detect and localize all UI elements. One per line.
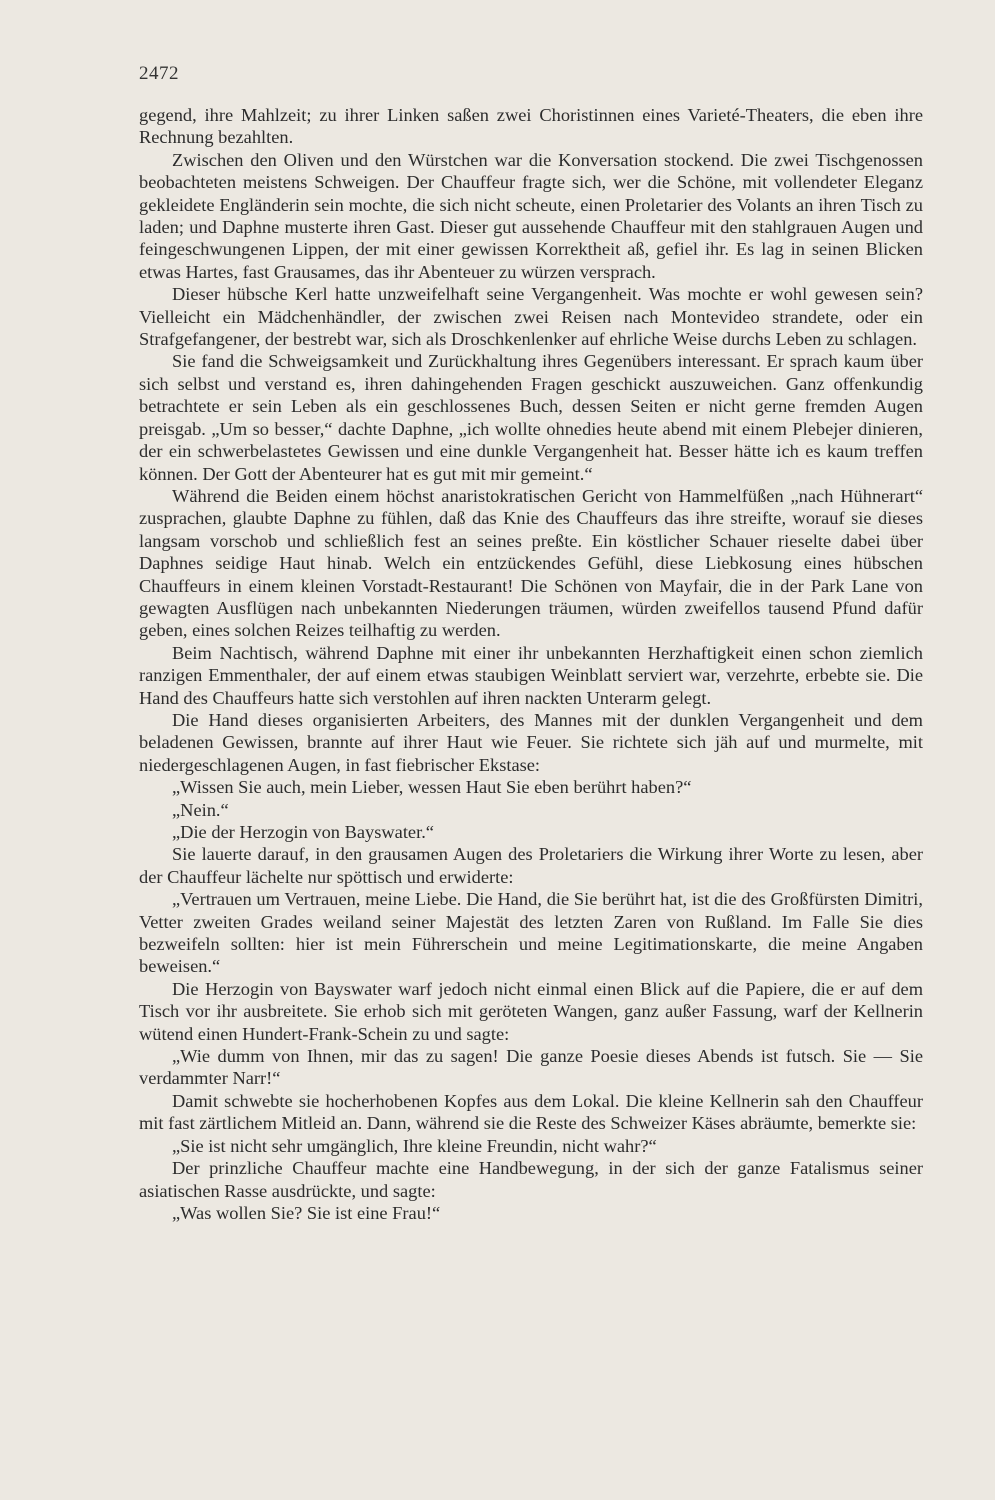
page-number: 2472 <box>139 63 179 84</box>
dialogue-line: „Sie ist nicht sehr umgänglich, Ihre kleine Freundin, nicht wahr?“ <box>172 1135 657 1156</box>
paragraph: Dieser hübsche Kerl hatte unzweifelhaft seine Vergangenheit. Was mochte er wohl gewesen sein? Vielleicht ein Mädchenhändler, der zwischen zwei Reisen nach Montevideo strandete, oder ein Strafgefangener, der bestrebt war, sich als Droschkenlenker auf ehrliche Weise durchs Leben zu schlagen. <box>139 284 923 350</box>
paragraph: Die Hand dieses organisierten Arbeiters, des Mannes mit der dunklen Vergangenheit und dem beladenen Gewissen, brannte auf ihrer Haut wie Feuer. Sie richtete sich jäh auf und murmelte, mit niedergeschlagenen Augen, in fast fiebrischer Ekstase: <box>139 709 923 775</box>
dialogue-line: „Vertrauen um Vertrauen, meine Liebe. Die Hand, die Sie berührt hat, ist die des Großfürsten Dimitri, Vetter zweiten Grades weiland seiner Majestät des letzten Zaren von Rußland. Im Falle Sie dies bezweifeln sollten: hier ist mein Führerschein und meine Legitimationskarte, die meine Angaben beweisen.“ <box>139 889 923 977</box>
dialogue-line: „Wie dumm von Ihnen, mir das zu sagen! Die ganze Poesie dieses Abends ist futsch. Sie — Sie verdammter Narr!“ <box>139 1046 923 1089</box>
paragraph: Zwischen den Oliven und den Würstchen war die Konversation stockend. Die zwei Tischgenossen beobachteten meistens Schweigen. Der Chauffeur fragte sich, wer die Schöne, mit vollendeter Eleganz gekleidete Engländerin sein mochte, die sich nicht scheute, einen Proletarier des Volants an ihren Tisch zu laden; und Daphne musterte ihren Gast. Dieser gut aussehende Chauffeur mit den stahlgrauen Augen und feingeschwungenen Lippen, der mit einer gewissen Korrektheit aß, gefiel ihr. Es lag in seinen Blicken etwas Hartes, fast Grausames, das ihr Abenteuer zu würzen versprach. <box>139 149 923 282</box>
paragraph: gegend, ihre Mahlzeit; zu ihrer Linken saßen zwei Choristinnen eines Varieté-Theaters, die eben ihre Rechnung bezahlten. <box>139 105 923 148</box>
paragraph: Damit schwebte sie hocherhobenen Kopfes aus dem Lokal. Die kleine Kellnerin sah den Chauffeur mit fast zärtlichem Mitleid an. Dann, während sie die Reste des Schweizer Käses abräumte, bemerkte sie: <box>139 1090 923 1134</box>
body-text <box>139 104 923 1224</box>
paragraph: Sie fand die Schweigsamkeit und Zurückhaltung ihres Gegenübers interessant. Er sprach kaum über sich selbst und verstand es, ihren dahingehenden Fragen geschickt auszuweichen. Ganz offenkundig betrachtete er sein Leben als ein geschlossenes Buch, dessen Seiten er nicht gerne fremden Augen preisgab. „Um so besser,“ dachte Daphne, „ich wollte ohnedies heute abend mit einem Plebejer dinieren, der ein schwerbelastetes Gewissen und eine dunkle Vergangenheit hat. Besser hätte ich es kaum treffen können. Der Gott der Abenteurer hat es gut mit mir gemeint.“ <box>139 351 923 484</box>
paragraph: Sie lauerte darauf, in den grausamen Augen des Proletariers die Wirkung ihrer Worte zu lesen, aber der Chauffeur lächelte nur spöttisch und erwiderte: <box>139 844 923 887</box>
dialogue-line: „Was wollen Sie? Sie ist eine Frau!“ <box>172 1202 441 1223</box>
paragraph: Die Herzogin von Bayswater warf jedoch nicht einmal einen Blick auf die Papiere, die er auf dem Tisch vor ihr ausbreitete. Sie erhob sich mit geröteten Wangen, ganz außer Fassung, warf der Kellnerin wütend einen Hundert-Frank-Schein zu und sagte: <box>139 978 923 1044</box>
dialogue-line: „Die der Herzogin von Bayswater.“ <box>172 822 434 842</box>
dialogue-line: „Nein.“ <box>172 799 229 820</box>
paragraph: Der prinzliche Chauffeur machte eine Handbewegung, in der sich der ganze Fatalismus seiner asiatischen Rasse ausdrückte, und sagte: <box>139 1158 923 1201</box>
paragraph: Während die Beiden einem höchst anaristokratischen Gericht von Hammelfüßen „nach Hühnerart“ zusprachen, glaubte Daphne zu fühlen, daß das Knie des Chauffeurs das ihre streifte, worauf sie dieses langsam vorschob und schließlich fest an seines preßte. Ein köstlicher Schauer rieselte dabei über Daphnes seidige Haut hinab. Welch ein entzückendes Gefühl, diese Liebkosung eines hübschen Chauffeurs in einem kleinen Vorstadt-Restaurant! Die Schönen von Mayfair, die in der Park Lane von gewagten Ausflügen nach unbekannten Niederungen träumen, würden zweifellos tausend Pfund dafür geben, eines solchen Reizes teilhaftig zu werden. <box>139 485 923 641</box>
dialogue-line: „Wissen Sie auch, mein Lieber, wessen Haut Sie eben berührt haben?“ <box>172 777 692 798</box>
paragraph: Beim Nachtisch, während Daphne mit einer ihr unbekannten Herzhaftigkeit einen schon ziemlich ranzigen Emmenthaler, der auf einem etwas staubigen Weinblatt serviert war, verzehrte, erbebte sie. Die Hand des Chauffeurs hatte sich verstohlen auf ihren nackten Unterarm gelegt. <box>139 642 923 708</box>
